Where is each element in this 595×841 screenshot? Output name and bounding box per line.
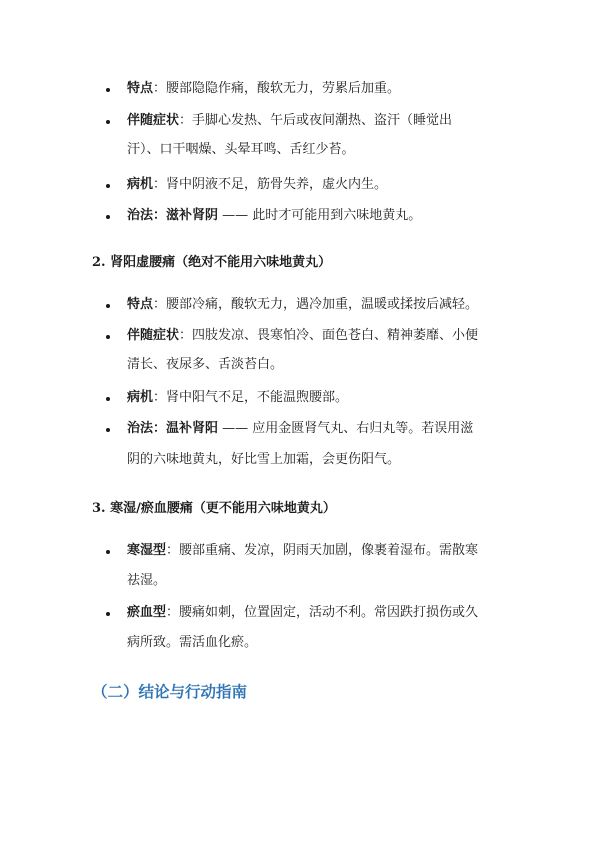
- item-text: ：腰部冷痛，酸软无力，遇冷加重，温暖或揉按后减轻。: [153, 297, 479, 312]
- item-text: ：腰部隐隐作痛，酸软无力，劳累后加重。: [153, 81, 401, 96]
- list-item: [127, 382, 507, 413]
- bullet: [106, 428, 110, 432]
- item-label: 特点: [127, 297, 154, 312]
- bullet: [106, 88, 110, 92]
- item-continuation: 阴的六味地黄丸，好比雪上加霜，会更伤阳气。: [127, 452, 401, 467]
- item-continuation: 清长、夜尿多、舌淡苔白。: [127, 357, 284, 372]
- item-text: ：四肢发凉、畏寒怕冷、面色苍白、精神萎靡、小便: [179, 328, 479, 343]
- bullet: [106, 612, 110, 616]
- item-label: 瘀血型: [127, 605, 167, 620]
- item-continuation: 病所致。需活血化瘀。: [127, 635, 258, 650]
- item-continuation: 汗）、口干咽燥、头晕耳鸣、舌红少苔。: [127, 142, 355, 157]
- bullet: [106, 335, 110, 339]
- bullet: [106, 184, 110, 188]
- list-item: [127, 105, 507, 136]
- list-item: [127, 535, 507, 566]
- bullet: [106, 397, 110, 401]
- item-text-bold: ：滋补肾阴: [153, 208, 219, 223]
- list-item: [127, 289, 507, 320]
- bullet: [106, 304, 110, 308]
- item-label: 病机: [127, 177, 154, 192]
- item-label: 治法: [127, 421, 154, 436]
- item-label: 伴随症状: [127, 113, 180, 128]
- bullet: [106, 550, 110, 554]
- bullet: [106, 120, 110, 124]
- item-continuation: 祛湿。: [127, 573, 167, 588]
- list-item: [127, 413, 507, 444]
- list-item: [127, 200, 507, 231]
- item-label: 寒湿型: [127, 543, 167, 558]
- item-label: 伴随症状: [127, 328, 180, 343]
- item-text: ：手脚心发热、午后或夜间潮热、盗汗（睡觉出: [179, 113, 453, 128]
- item-text-bold: ：温补肾阳: [153, 421, 219, 436]
- item-text: —— 此时才可能用到六味地黄丸。: [218, 208, 422, 223]
- item-text: —— 应用金匮肾气丸、右归丸等。若误用滋: [218, 421, 474, 436]
- list-item: [127, 597, 507, 628]
- item-label: 治法: [127, 208, 154, 223]
- subheading: 3. 寒湿/瘀血腰痛（更不能用六味地黄丸）: [92, 501, 336, 516]
- item-text: ：腰部重痛、发凉，阴雨天加剧，像裹着湿布。需散寒: [166, 543, 479, 558]
- item-text: ：肾中阳气不足，不能温煦腰部。: [153, 390, 349, 405]
- list-item: [127, 169, 507, 200]
- item-label: 病机: [127, 390, 154, 405]
- list-item: [127, 73, 507, 104]
- bullet: [106, 215, 110, 219]
- subheading: 2. 肾阳虚腰痛（绝对不能用六味地黄丸）: [92, 255, 332, 270]
- item-text: ：肾中阴液不足，筋骨失养，虚火内生。: [153, 177, 388, 192]
- section-title: （二）结论与行动指南: [92, 683, 248, 701]
- list-item: [127, 320, 507, 351]
- item-text: ：腰痛如刺，位置固定，活动不利。常因跌打损伤或久: [166, 605, 479, 620]
- item-label: 特点: [127, 81, 154, 96]
